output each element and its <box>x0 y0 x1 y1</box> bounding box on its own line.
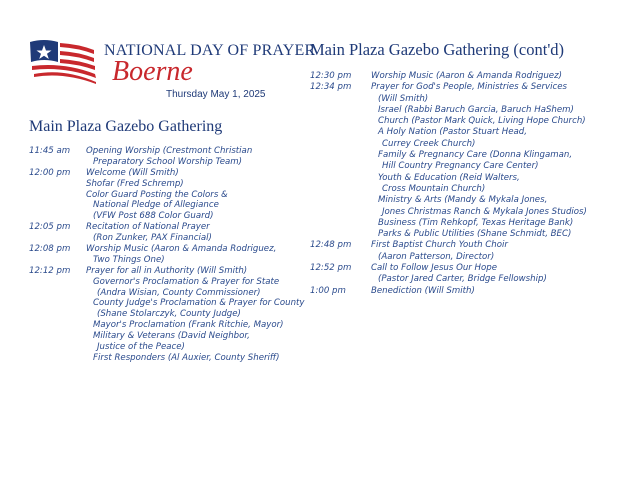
left-section-heading: Main Plaza Gazebo Gathering <box>29 118 223 135</box>
agenda-row <box>310 105 610 116</box>
right-agenda-list <box>310 71 610 297</box>
agenda-row <box>29 190 279 201</box>
agenda-time: 12:05 pm <box>29 222 71 233</box>
agenda-text: Currey Creek Church) <box>382 138 476 149</box>
agenda-text: Worship Music (Aaron & Amanda Rodriguez) <box>371 71 562 81</box>
agenda-row <box>310 263 610 274</box>
agenda-row <box>29 255 279 266</box>
agenda-time: 12:52 pm <box>310 263 352 274</box>
agenda-row <box>29 211 279 222</box>
agenda-text: Call to Follow Jesus Our Hope <box>371 263 498 274</box>
agenda-text: (Aaron Patterson, Director) <box>378 251 495 262</box>
agenda-text: (Pastor Jared Carter, Bridge Fellowship) <box>378 274 547 285</box>
agenda-time: 1:00 pm <box>310 285 346 296</box>
agenda-row <box>29 179 279 190</box>
agenda-text: Prayer for all in Authority (Will Smith) <box>86 265 248 276</box>
agenda-row <box>29 244 279 255</box>
agenda-text: Justice of the Peace) <box>97 342 185 353</box>
agenda-row <box>29 288 279 299</box>
agenda-time: 12:08 pm <box>29 244 71 255</box>
agenda-text: Recitation of National Prayer <box>86 222 210 233</box>
agenda-text: (VFW Post 688 Color Guard) <box>93 211 214 222</box>
agenda-row <box>310 173 610 184</box>
event-date: Thursday May 1, 2025 <box>166 89 266 100</box>
agenda-text: Cross Mountain Church) <box>382 183 486 194</box>
agenda-row <box>310 127 610 138</box>
agenda-time: 12:00 pm <box>29 167 71 178</box>
agenda-text: Opening Worship (Crestmont Christian <box>86 146 253 156</box>
agenda-text: Family & Pregnancy Care (Donna Klingaman, <box>378 150 573 161</box>
agenda-row <box>29 331 279 342</box>
agenda-row <box>29 157 279 168</box>
agenda-row <box>310 71 610 82</box>
agenda-text: Israel (Rabbi Baruch Garcia, Baruch HaShem) <box>378 104 574 115</box>
agenda-text: Benediction (Will Smith) <box>371 285 475 296</box>
agenda-text: Youth & Education (Reid Walters, <box>378 172 520 183</box>
agenda-row <box>29 222 279 233</box>
agenda-text: Color Guard Posting the Colors & <box>86 189 228 200</box>
agenda-text: (Will Smith) <box>378 93 429 104</box>
agenda-text: Hill Country Pregnancy Care Center) <box>382 161 539 172</box>
agenda-row <box>310 286 610 297</box>
agenda-row <box>29 353 279 364</box>
agenda-text: Welcome (Will Smith) <box>86 167 179 178</box>
agenda-text: Shofar (Fred Schremp) <box>86 178 184 189</box>
agenda-row <box>310 150 610 161</box>
agenda-row <box>310 274 610 285</box>
agenda-text: A Holy Nation (Pastor Stuart Head, <box>378 127 527 138</box>
left-agenda-list <box>29 146 305 364</box>
american-flag-icon <box>28 36 98 86</box>
agenda-text: Worship Music (Aaron & Amanda Rodriguez, <box>86 244 277 255</box>
agenda-row <box>29 342 279 353</box>
agenda-text: Preparatory School Worship Team) <box>93 156 243 167</box>
agenda-row <box>310 184 610 195</box>
agenda-row <box>29 320 284 331</box>
agenda-text: Two Things One) <box>93 254 165 265</box>
agenda-text: (Shane Stolarczyk, County Judge) <box>97 309 241 320</box>
agenda-time: 11:45 am <box>29 146 71 156</box>
agenda-row <box>310 161 610 172</box>
agenda-text: Mayor's Proclamation (Frank Ritchie, Mayor) <box>93 320 284 331</box>
agenda-row <box>310 195 610 206</box>
agenda-text: Parks & Public Utilities (Shane Schmidt, BEC) <box>378 229 572 240</box>
agenda-row <box>310 139 610 150</box>
agenda-text: Business (Tim Rehkopf, Texas Heritage Bank) <box>378 217 574 228</box>
agenda-text: Church (Pastor Mark Quick, Living Hope Church) <box>378 116 586 127</box>
agenda-row <box>29 277 279 288</box>
agenda-time: 12:30 pm <box>310 71 352 81</box>
agenda-text: Governor's Proclamation & Prayer for State <box>93 276 280 287</box>
agenda-text: First Responders (Al Auxier, County Sheriff) <box>93 352 280 363</box>
agenda-time: 12:48 pm <box>310 240 352 251</box>
agenda-row <box>310 218 610 229</box>
agenda-text: Prayer for God's People, Ministries & Services <box>371 82 568 93</box>
agenda-text: Ministry & Arts (Mandy & Mykala Jones, <box>378 195 548 206</box>
agenda-row <box>29 309 279 320</box>
agenda-text: First Baptist Church Youth Choir <box>371 240 508 251</box>
agenda-row <box>29 146 279 157</box>
agenda-row <box>29 200 279 211</box>
agenda-text: (Ron Zunker, PAX Financial) <box>93 233 212 244</box>
agenda-row <box>310 82 610 93</box>
right-section-heading: Main Plaza Gazebo Gathering (cont'd) <box>310 40 565 59</box>
agenda-row <box>29 233 279 244</box>
agenda-row <box>310 240 610 251</box>
agenda-text: National Pledge of Allegiance <box>93 200 219 211</box>
agenda-row <box>29 298 305 309</box>
agenda-row <box>310 94 610 105</box>
agenda-row <box>310 116 610 127</box>
agenda-text: County Judge's Proclamation & Prayer for County <box>93 298 305 309</box>
agenda-time: 12:34 pm <box>310 82 352 93</box>
agenda-row <box>29 168 279 179</box>
agenda-row <box>310 229 610 240</box>
city-subtitle: Boerne <box>112 56 193 87</box>
page-title: NATIONAL DAY OF PRAYER <box>104 42 316 59</box>
agenda-text: (Andra Wisian, County Commissioner) <box>97 287 261 298</box>
agenda-text: Jones Christmas Ranch & Mykala Jones Studios) <box>382 206 587 217</box>
agenda-time: 12:12 pm <box>29 265 71 276</box>
agenda-row <box>310 252 610 263</box>
agenda-text: Military & Veterans (David Neighbor, <box>93 331 250 342</box>
agenda-row <box>29 266 279 277</box>
agenda-row <box>310 207 610 218</box>
